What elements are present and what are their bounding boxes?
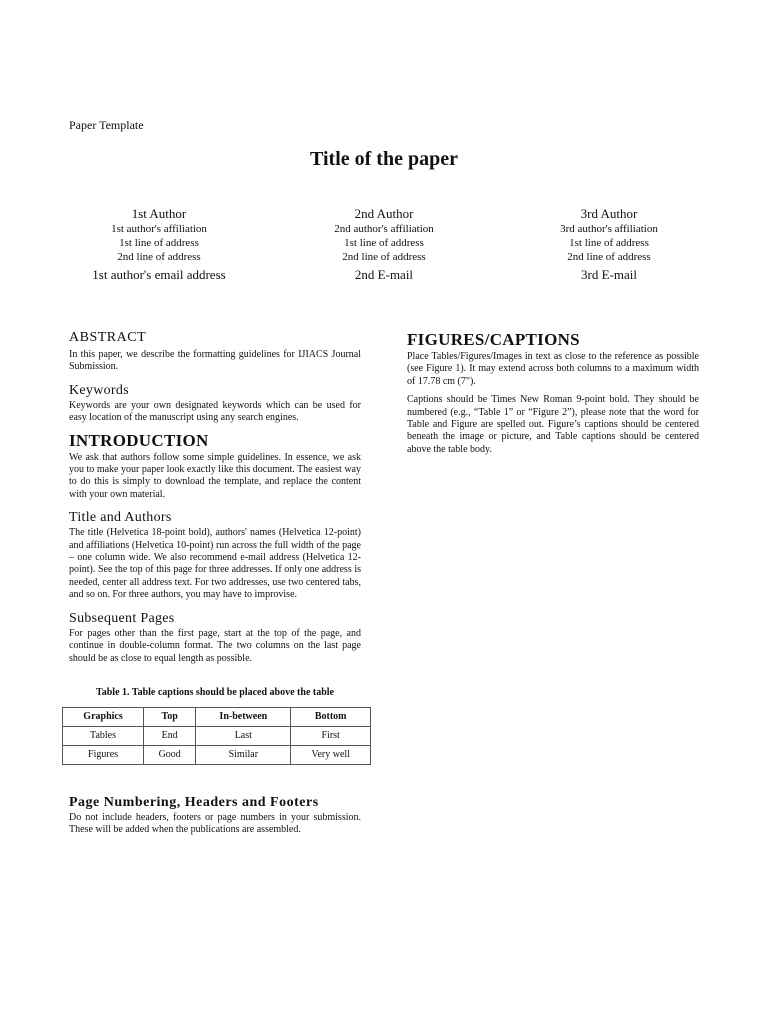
page-numbering-heading: Page Numbering, Headers and Footers	[69, 794, 319, 810]
figures-text-1: Place Tables/Figures/Images in text as close to the reference as possible (see Figure 1). It may extend across both columns to a maximum width of 17.78 cm (7").	[407, 351, 699, 387]
author-address-line-1: 1st line of address	[344, 237, 424, 249]
subsequent-pages-text: For pages other than the first page, start at the top of the page, and continue in double-column format. The two columns on the last page should be as close to equal length as possible.	[69, 627, 361, 664]
table-caption: Table 1. Table captions should be placed above the table	[95, 686, 334, 698]
author-affiliation: 3rd author's affiliation	[560, 223, 658, 235]
author-block-3	[499, 206, 719, 283]
abstract-heading: ABSTRACT	[69, 330, 147, 345]
table-header-cell: Top	[144, 707, 196, 726]
abstract-text: In this paper, we describe the formatting guidelines for IJIACS Journal Submission.	[69, 349, 361, 373]
author-block-1	[49, 206, 269, 283]
table-cell: End	[144, 726, 196, 745]
table-cell: Similar	[196, 745, 291, 764]
author-name: 1st Author	[131, 206, 187, 221]
author-email: 3rd E-mail	[581, 267, 637, 282]
author-name: 2nd Author	[354, 206, 414, 221]
right-column	[407, 330, 699, 456]
left-column	[69, 330, 361, 837]
table-header-cell: In-between	[196, 707, 291, 726]
formatting-table	[62, 707, 371, 765]
table-cell: Figures	[63, 745, 144, 764]
table-cell: Good	[144, 745, 196, 764]
author-address-line-2: 2nd line of address	[567, 251, 651, 263]
title-authors-heading: Title and Authors	[69, 510, 172, 526]
table-header-row	[63, 707, 371, 726]
subsequent-pages-heading: Subsequent Pages	[69, 610, 175, 626]
table-cell: First	[291, 726, 371, 745]
figures-text-2: Captions should be Times New Roman 9-point bold. They should be numbered (e.g., “Table 1” or “Figure 2”), please note that the word for Table and Figure are spelled out. Figure’s captions should be centered beneath the image or picture, and Table captions should be centered above the table body.	[407, 394, 699, 455]
author-address-line-2: 2nd line of address	[342, 251, 426, 263]
table-header-cell: Bottom	[291, 707, 371, 726]
author-affiliation: 2nd author's affiliation	[334, 223, 434, 235]
author-email: 1st author's email address	[92, 267, 226, 282]
author-block-2	[274, 206, 494, 283]
keywords-heading: Keywords	[69, 382, 129, 398]
introduction-text: We ask that authors follow some simple guidelines. In essence, we ask you to make your paper look exactly like this document. The easiest way to do this is simply to download the template, and replace the content with your own material.	[69, 451, 361, 500]
page-numbering-text: Do not include headers, footers or page numbers in your submission. These will be added when the publications are assembled.	[69, 811, 361, 836]
figures-captions-heading: FIGURES/CAPTIONS	[407, 330, 580, 349]
table-row	[63, 745, 371, 764]
author-address-line-1: 1st line of address	[569, 237, 649, 249]
table-row	[63, 726, 371, 745]
table-cell: Last	[196, 726, 291, 745]
table-header-cell: Graphics	[63, 707, 144, 726]
author-address-line-2: 2nd line of address	[117, 251, 201, 263]
table-cell: Tables	[63, 726, 144, 745]
introduction-heading: INTRODUCTION	[69, 430, 209, 450]
author-email: 2nd E-mail	[354, 267, 414, 282]
author-affiliation: 1st author's affiliation	[111, 223, 207, 235]
table-cell: Very well	[291, 745, 371, 764]
keywords-text: Keywords are your own designated keywords which can be used for easy location of the manuscript using any search engines.	[69, 399, 361, 424]
author-name: 3rd Author	[580, 206, 638, 221]
paper-title: Title of the paper	[310, 148, 458, 170]
author-address-line-1: 1st line of address	[119, 237, 199, 249]
title-authors-text: The title (Helvetica 18-point bold), authors' names (Helvetica 12-point) and affiliations (Helvetica 10-point) run across the full width of the page – one column wide. We also recommend e-mail address (Helvetica 12-point). See the top of this page for three addresses. If only one address is needed, center all address text. For two addresses, use two centered tabs, and so on. For three authors, you may have to improvise.	[69, 527, 361, 601]
header-label: Paper Template	[69, 118, 144, 132]
